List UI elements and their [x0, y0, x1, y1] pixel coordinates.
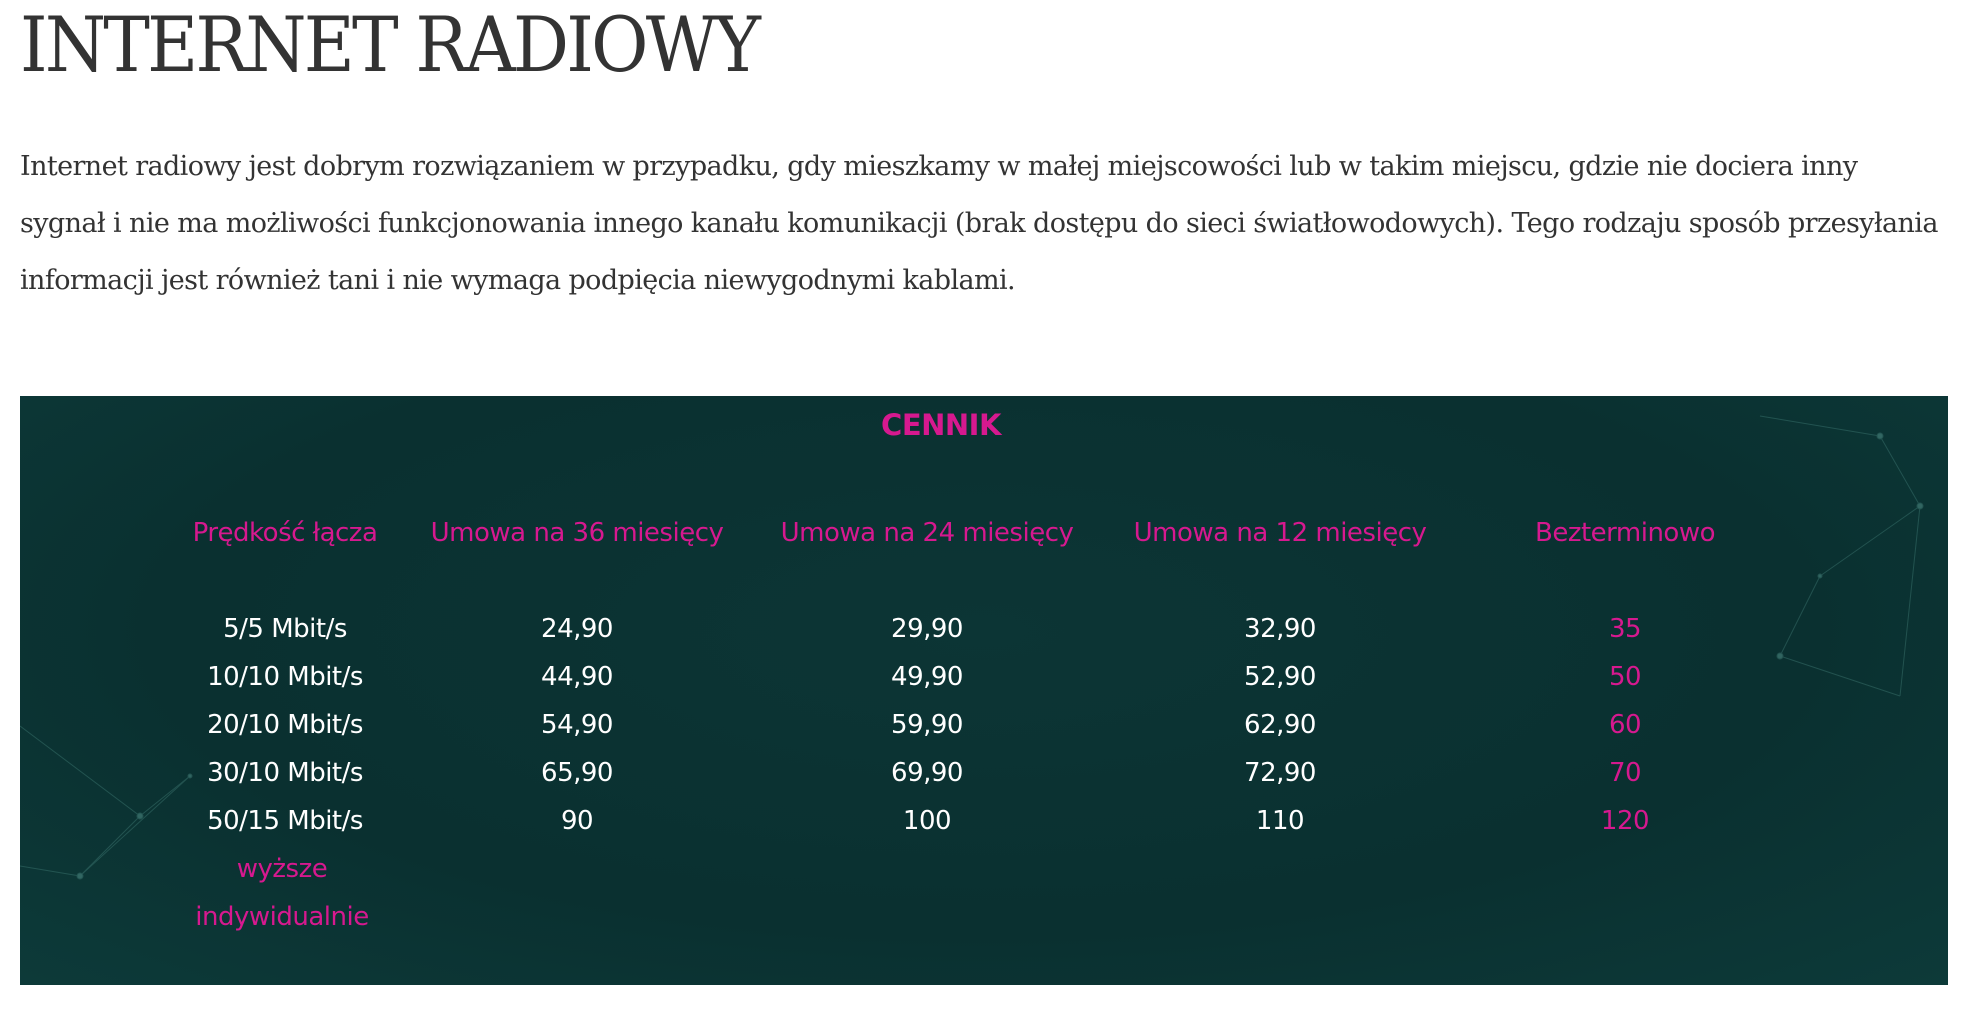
page-title: INTERNET RADIOWY	[20, 0, 759, 89]
header-24-months: Umowa na 24 miesięcy	[780, 518, 1074, 548]
cell-price-12: 72,90	[1244, 758, 1316, 788]
cell-price-12: 32,90	[1244, 614, 1316, 644]
cell-price-24: 29,90	[891, 614, 963, 644]
header-indefinite: Bezterminowo	[1534, 518, 1716, 548]
intro-paragraph: Internet radiowy jest dobrym rozwiązaniem w przypadku, gdy mieszkamy w małej miejscowości lub w takim miejscu, gdzie nie dociera inny sygnał i nie ma możliwości funkcjonowania innego kanału komunikacji (brak dostępu do sieci światłowodowych). Tego rodzaju sposób przesyłania informacji jest również tani i nie wymaga podpięcia niewygodnymi kablami.	[20, 151, 1938, 296]
cell-speed: 20/10 Mbit/s	[207, 710, 363, 740]
cell-price-36: 44,90	[541, 662, 613, 692]
cell-speed: 50/15 Mbit/s	[207, 806, 363, 836]
pricing-title: CENNIK	[881, 408, 1001, 442]
cell-speed: 10/10 Mbit/s	[207, 662, 363, 692]
note-higher: wyższe	[236, 854, 328, 884]
cell-price-24: 69,90	[891, 758, 963, 788]
cell-price-12: 52,90	[1244, 662, 1316, 692]
header-12-months: Umowa na 12 miesięcy	[1133, 518, 1427, 548]
cell-price-36: 65,90	[541, 758, 613, 788]
pricing-table	[20, 396, 1948, 985]
cell-price-indefinite: 120	[1600, 806, 1650, 836]
cell-price-indefinite: 70	[1608, 758, 1642, 788]
header-speed: Prędkość łącza	[192, 518, 378, 548]
cell-price-36: 24,90	[541, 614, 613, 644]
cell-speed: 30/10 Mbit/s	[207, 758, 363, 788]
cell-price-indefinite: 50	[1608, 662, 1642, 692]
cell-price-indefinite: 35	[1608, 614, 1642, 644]
header-36-months: Umowa na 36 miesięcy	[430, 518, 724, 548]
cell-speed: 5/5 Mbit/s	[223, 614, 347, 644]
cell-price-24: 59,90	[891, 710, 963, 740]
cell-price-12: 110	[1255, 806, 1305, 836]
cell-price-12: 62,90	[1244, 710, 1316, 740]
cell-price-36: 54,90	[541, 710, 613, 740]
note-individual: indywidualnie	[195, 902, 369, 932]
cell-price-indefinite: 60	[1608, 710, 1642, 740]
cell-price-36: 90	[560, 806, 594, 836]
cell-price-24: 100	[902, 806, 952, 836]
cell-price-24: 49,90	[891, 662, 963, 692]
